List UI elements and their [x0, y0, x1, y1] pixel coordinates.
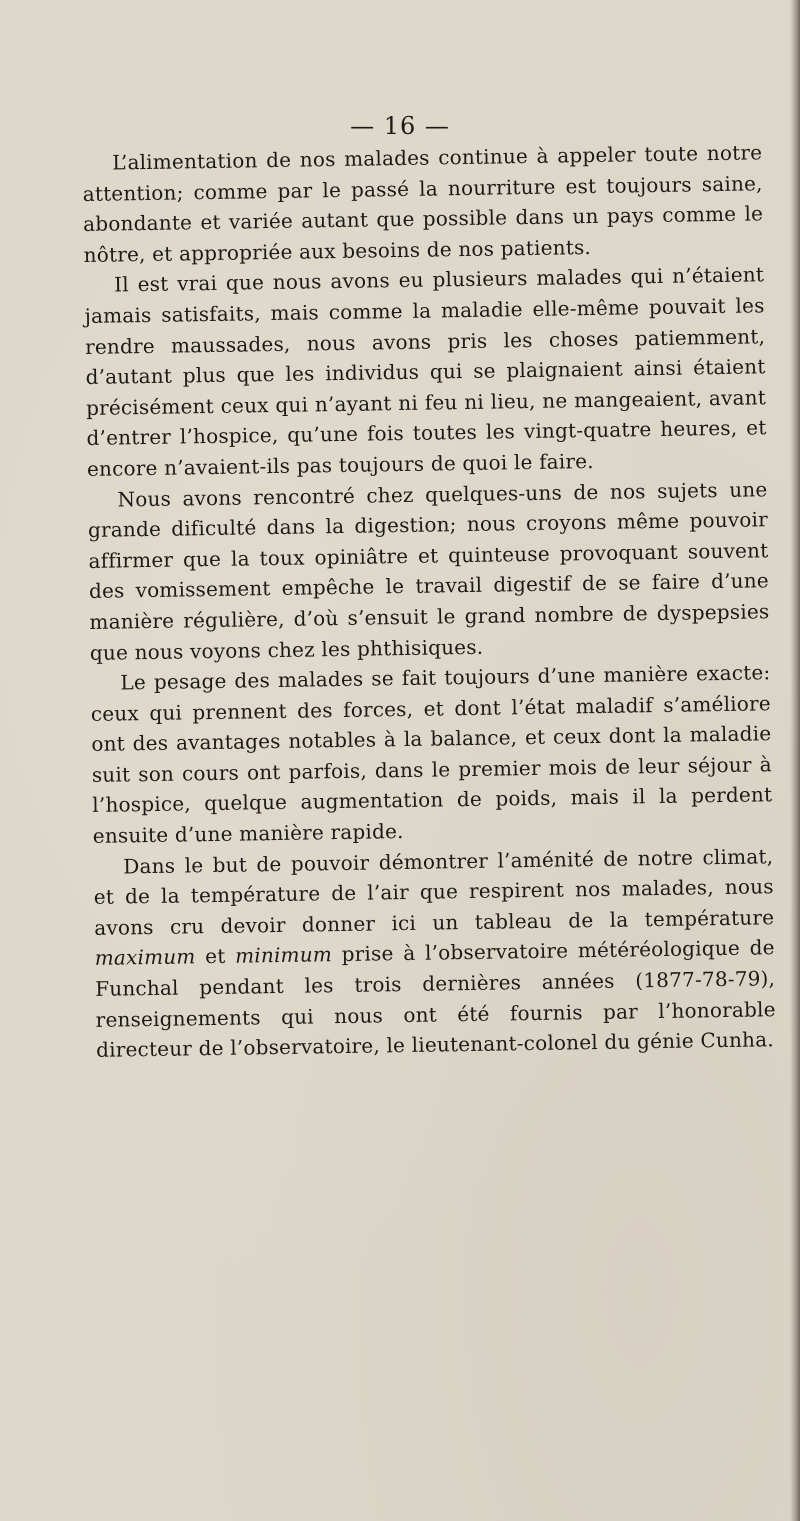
paragraph-temperature [93, 841, 776, 1066]
paragraph-temperature-part2: et [195, 944, 236, 969]
paragraph-malades-satisfaits: Il est vrai que nous avons eu plusieurs malades qui n’étaient jamais satisfaits, mais comme la maladie elle-même pouvait les rendre maussades, nous avons pris les choses patiemment, d’autant plus que les individus qui se plaignaient ainsi étaient précisément ceux qui n’ayant ni feu ni lieu, ne mangeaient, avant d’entrer l’hospice, qu’une fois toutes les vingt-quatre heures, et encore n’avaient-ils pas toujours de quoi le faire. [84, 262, 767, 481]
term-minimum: minimum [234, 942, 333, 969]
paragraph-alimentation: L’alimentation de nos malades continue à appeler toute notre attention; comme par le passé la nourriture est toujours saine, abondante et variée autant que possible dans un pays comme le nôtre, et appropriée aux besoins de nos patients. [82, 140, 764, 267]
term-maximum: maximum [94, 944, 196, 971]
paragraph-pesage: Le pesage des malades se fait toujours d’une manière exacte: ceux qui prennent des forces, et dont l’état maladif s’améliore ont des avantages notables à la balance, et ceux dont la maladie suit son cours ont parfois, dans le premier mois de leur séjour à l’hospice, quelque augmentation de poids, mais il la perdent ensuite d’une manière rapide. [90, 660, 773, 848]
paragraph-digestion: Nous avons rencontré chez quelques-uns de nos sujets une grande dificulté dans la digestion; nous croyons même pouvoir affirmer que la toux opiniâtre et quinteuse provoquant souvent des vomissement empêche le travail digestif de se faire d’une manière régulière, d’où s’ensuit le grand nombre de dyspepsies que nous voyons chez les phthisiques. [87, 476, 770, 665]
paragraph-temperature-part3: prise à l’observatoire météréologique de Funchal pendant les trois dernières années (1877-78-79), renseignements qui nous ont été fournis par l’honorable directeur de l’observatoire, le lieutenant-colonel du génie Cunha. [95, 935, 776, 1063]
body-text [82, 137, 776, 1065]
paragraph-temperature-part1: Dans le but de pouvoir démontrer l’aménité de notre climat, et de la température de l’air que respirent nos malades, nous avons cru devoir donner ici un tableau de la température [93, 843, 775, 940]
page-number: — 16 — [350, 112, 450, 140]
page-edge-shadow [790, 0, 800, 1521]
